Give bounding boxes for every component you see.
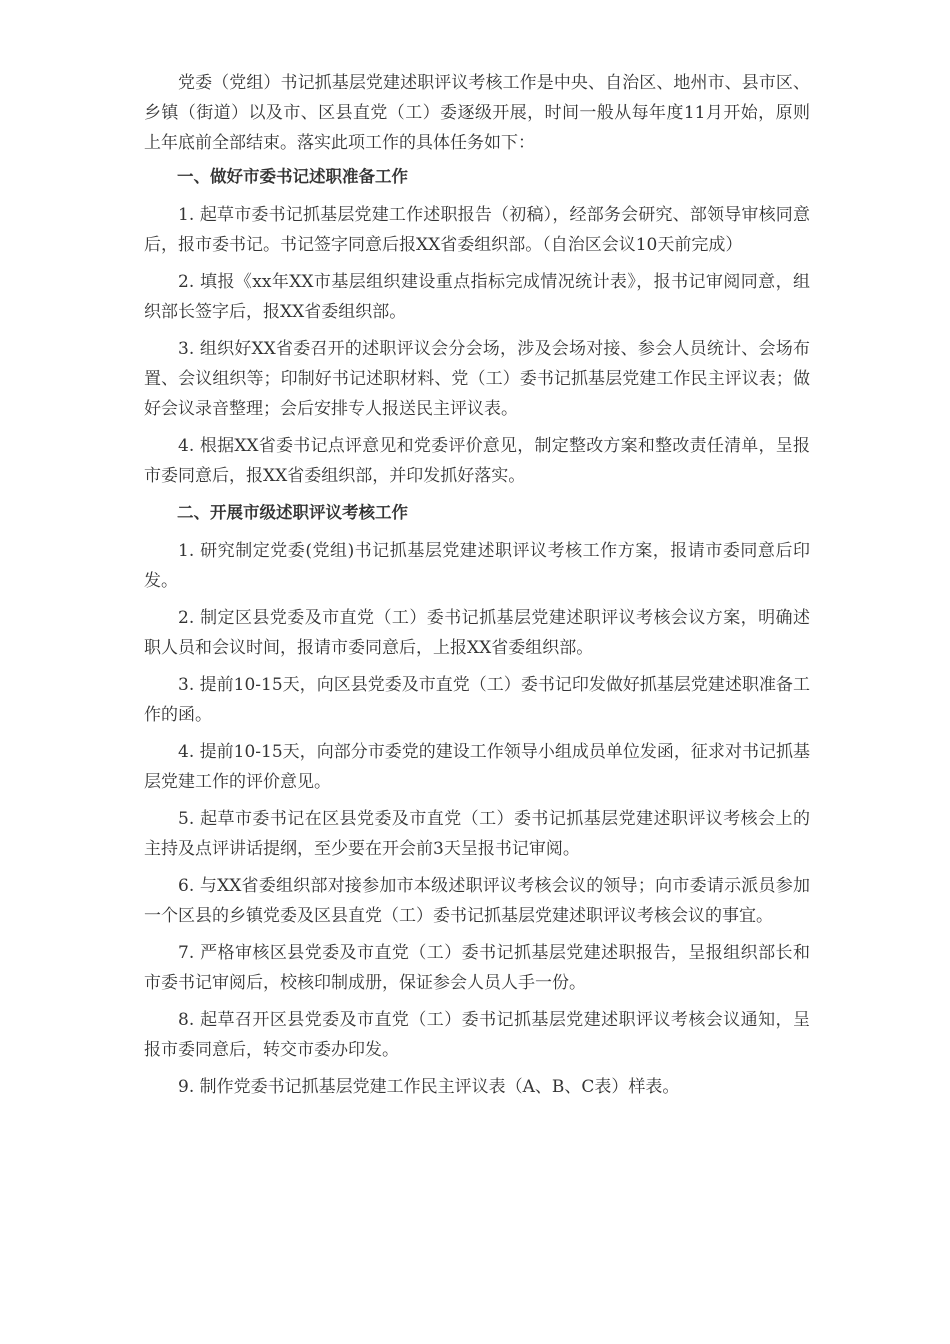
section-2-heading: 二、开展市级述职评议考核工作 xyxy=(177,503,408,522)
section-2-item-8: 8. 起草召开区县党委及市直党（工）委书记抓基层党建述职评议考核会议通知，呈报市委同意后，转交市委办印发。 xyxy=(144,1010,810,1060)
section-2-item-5: 5. 起草市委书记在区县党委及市直党（工）委书记抓基层党建述职评议考核会上的主持及点评讲话提纲，至少要在开会前3天呈报书记审阅。 xyxy=(144,809,810,859)
section-2-item-2: 2. 制定区县党委及市直党（工）委书记抓基层党建述职评议考核会议方案，明确述职人员和会议时间，报请市委同意后，上报XX省委组织部。 xyxy=(144,608,810,658)
intro-paragraph: 党委（党组）书记抓基层党建述职评议考核工作是中央、自治区、地州市、县市区、乡镇（街道）以及市、区县直党（工）委逐级开展，时间一般从每年度11月开始，原则上年底前全部结束。落实此项工作的具体任务如下： xyxy=(144,73,810,153)
section-2-item-1: 1. 研究制定党委(党组)书记抓基层党建述职评议考核工作方案，报请市委同意后印发。 xyxy=(144,541,810,591)
section-1-item-3: 3. 组织好XX省委召开的述职评议会分会场，涉及会场对接、参会人员统计、会场布置、会议组织等；印制好书记述职材料、党（工）委书记抓基层党建工作民主评议表；做好会议录音整理；会后安排专人报送民主评议表。 xyxy=(144,339,810,419)
section-2-item-7: 7. 严格审核区县党委及市直党（工）委书记抓基层党建述职报告，呈报组织部长和市委书记审阅后，校核印制成册，保证参会人员人手一份。 xyxy=(144,943,810,993)
section-2-item-4: 4. 提前10-15天，向部分市委党的建设工作领导小组成员单位发函，征求对书记抓基层党建工作的评价意见。 xyxy=(144,742,810,792)
section-2-item-6: 6. 与XX省委组织部对接参加市本级述职评议考核会议的领导；向市委请示派员参加一个区县的乡镇党委及区县直党（工）委书记抓基层党建述职评议考核会议的事宜。 xyxy=(144,876,810,926)
section-2-item-9: 9. 制作党委书记抓基层党建工作民主评议表（A、B、C表）样表。 xyxy=(178,1077,680,1097)
section-1-item-2: 2. 填报《xx年XX市基层组织建设重点指标完成情况统计表》，报书记审阅同意，组织部长签字后，报XX省委组织部。 xyxy=(144,272,810,322)
section-2-item-3: 3. 提前10-15天，向区县党委及市直党（工）委书记印发做好抓基层党建述职准备工作的函。 xyxy=(144,675,810,725)
section-1-item-4: 4. 根据XX省委书记点评意见和党委评价意见，制定整改方案和整改责任清单，呈报市委同意后，报XX省委组织部，并印发抓好落实。 xyxy=(144,436,810,486)
section-1-heading: 一、做好市委书记述职准备工作 xyxy=(177,167,408,186)
section-1-item-1: 1. 起草市委书记抓基层党建工作述职报告（初稿），经部务会研究、部领导审核同意后，报市委书记。书记签字同意后报XX省委组织部。（自治区会议10天前完成） xyxy=(144,205,810,255)
